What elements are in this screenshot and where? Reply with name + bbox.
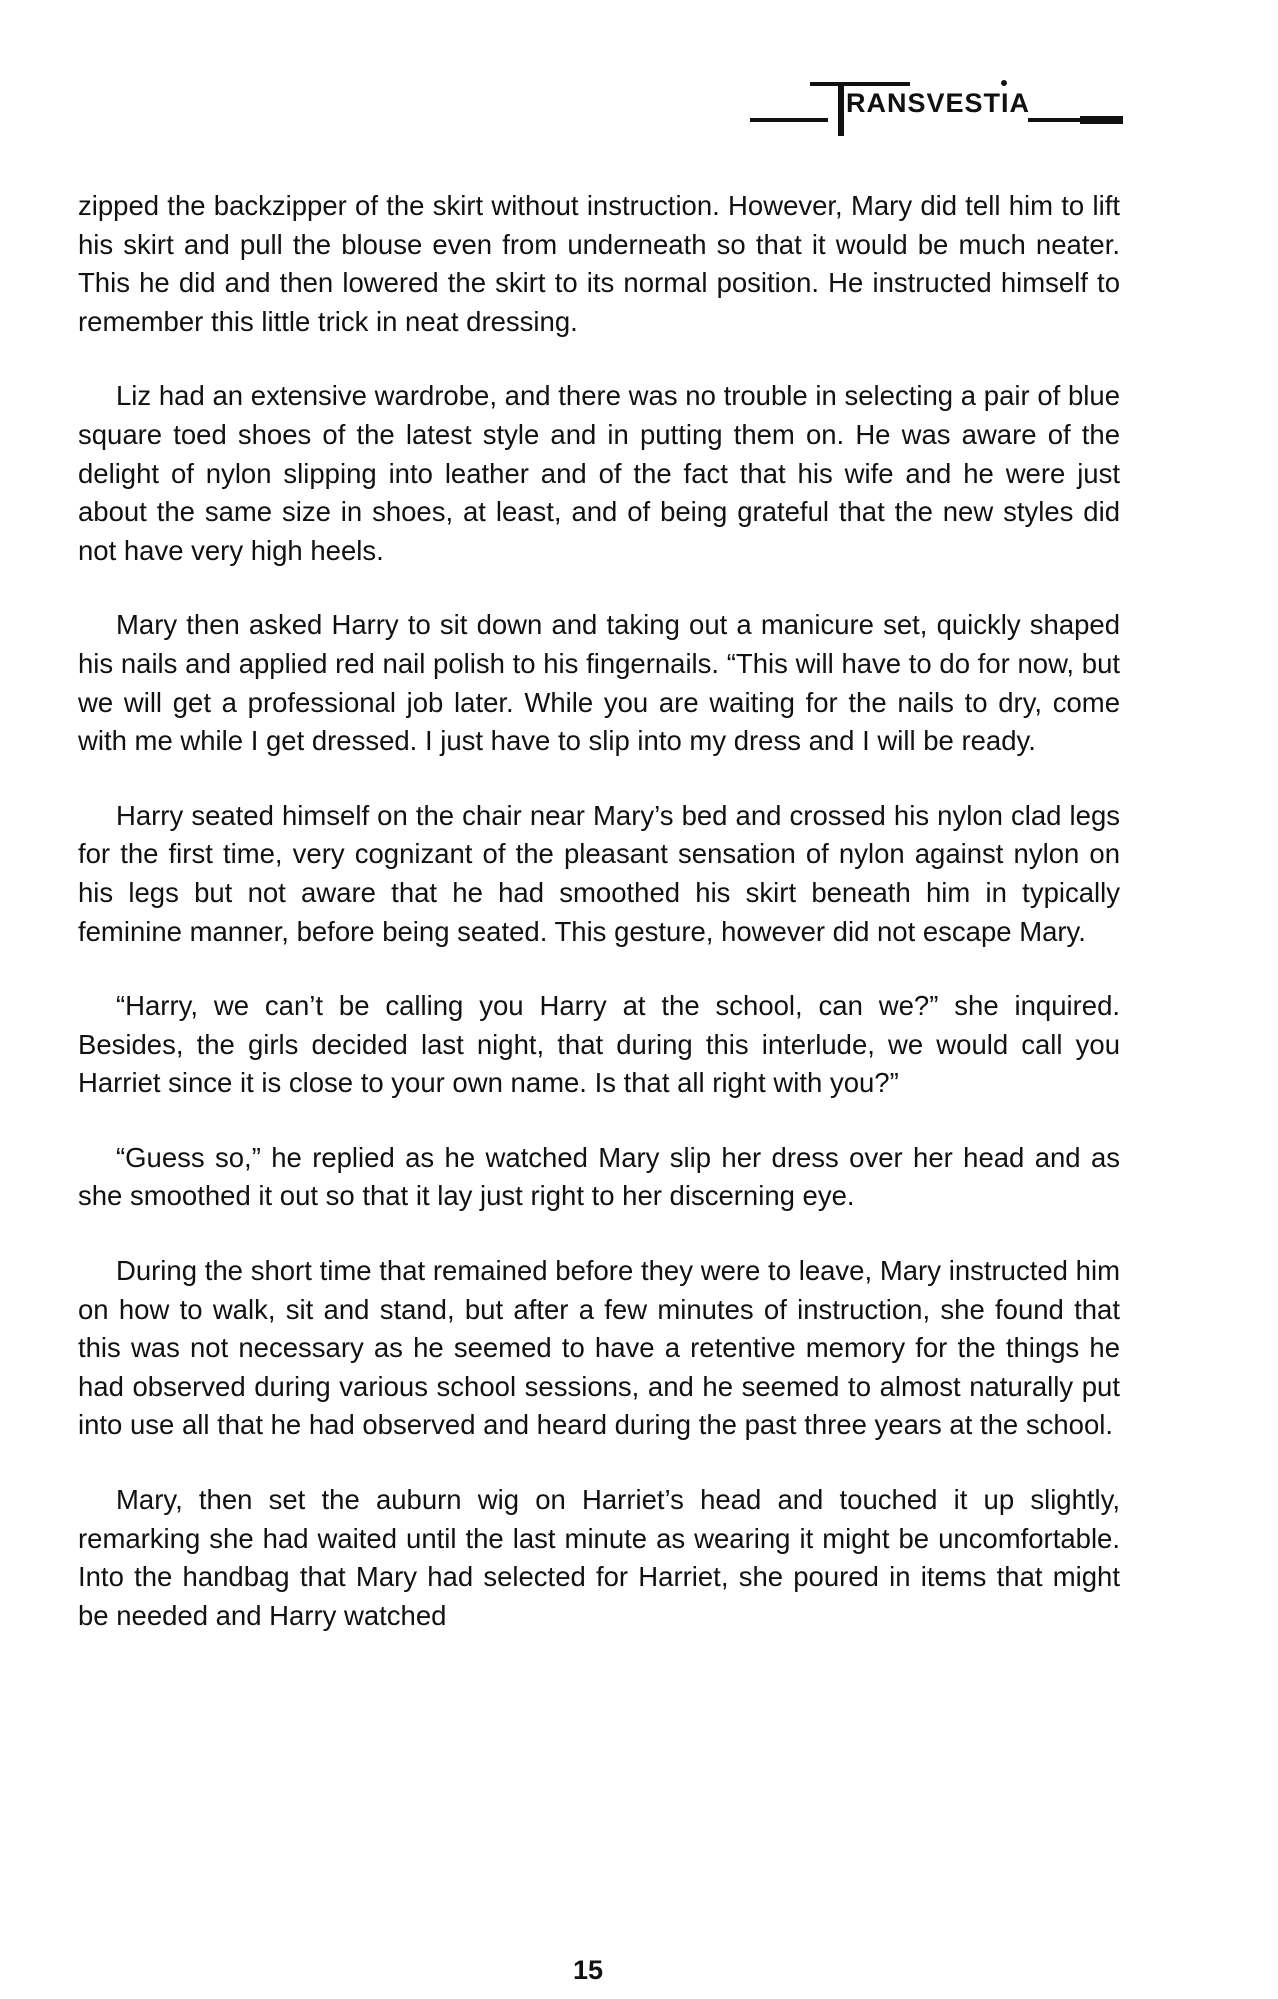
page-number: 15 bbox=[572, 1955, 604, 1985]
paragraph: Mary then asked Harry to sit down and taking out a manicure set, quickly shaped his nails and applied red nail polish to his fingernails. “This will have to do for now, but we will get a professional job later. While you are waiting for the nails to dry, come with me while I get dressed. I just have to slip into my dress and I will be ready. bbox=[78, 609, 1120, 757]
paragraph: zipped the backzipper of the skirt without instruction. However, Mary did tell him to lift his skirt and pull the blouse even from underneath so that it would be much neater. This he did and then lowered the skirt to its normal position. He instructed himself to remember this little trick in neat dressing. bbox=[78, 190, 1120, 337]
masthead-i-dot bbox=[1001, 80, 1007, 86]
body-text bbox=[78, 187, 1120, 1671]
paragraph: “Harry, we can’t be calling you Harry at the school, can we?” she inquired. Besides, the girls decided last night, that during this interlude, we would call you Harriet since it is close to your own name. Is that all right with you?” bbox=[78, 990, 1120, 1099]
masthead-rule-left bbox=[750, 118, 828, 122]
paragraph: During the short time that remained before they were to leave, Mary instructed him on how to walk, sit and stand, but after a few minutes of instruction, she found that this was not necessary as he seemed to have a retentive memory for the things he had observed during various school sessions, and he seemed to almost naturally put into use all that he had observed and heard during the past three years at the school. bbox=[78, 1255, 1120, 1441]
magazine-masthead-logo bbox=[750, 80, 1123, 140]
paragraph: Liz had an extensive wardrobe, and there was no trouble in selecting a pair of blue square toed shoes of the latest style and in putting them on. He was aware of the delight of nylon slipping into leather and of the fact that his wife and he were just about the same size in shoes, at least, and of being grateful that the new styles did not have very high heels. bbox=[78, 380, 1120, 566]
masthead-t-stem bbox=[838, 82, 844, 136]
paragraph: Harry seated himself on the chair near Mary’s bed and crossed his nylon clad legs for the first time, very cognizant of the pleasant sensation of nylon against nylon on his legs but not aware that he had smoothed his skirt beneath him in typically feminine manner, before being seated. This gesture, however did not escape Mary. bbox=[78, 799, 1120, 947]
paragraph: Mary, then set the auburn wig on Harriet’s head and touched it up slightly, remarking she had waited until the last minute as wearing it might be uncomfortable. Into the handbag that Mary had selected for Harriet, she poured in items that might be needed and Harry watched bbox=[78, 1484, 1120, 1631]
masthead-rule-right-thick bbox=[1080, 116, 1123, 124]
paragraph: “Guess so,” he replied as he watched Mary slip her dress over her head and as she smoothed it out so that it lay just right to her discerning eye. bbox=[78, 1141, 1120, 1212]
masthead-title: RANSVESTIA bbox=[846, 88, 1031, 118]
